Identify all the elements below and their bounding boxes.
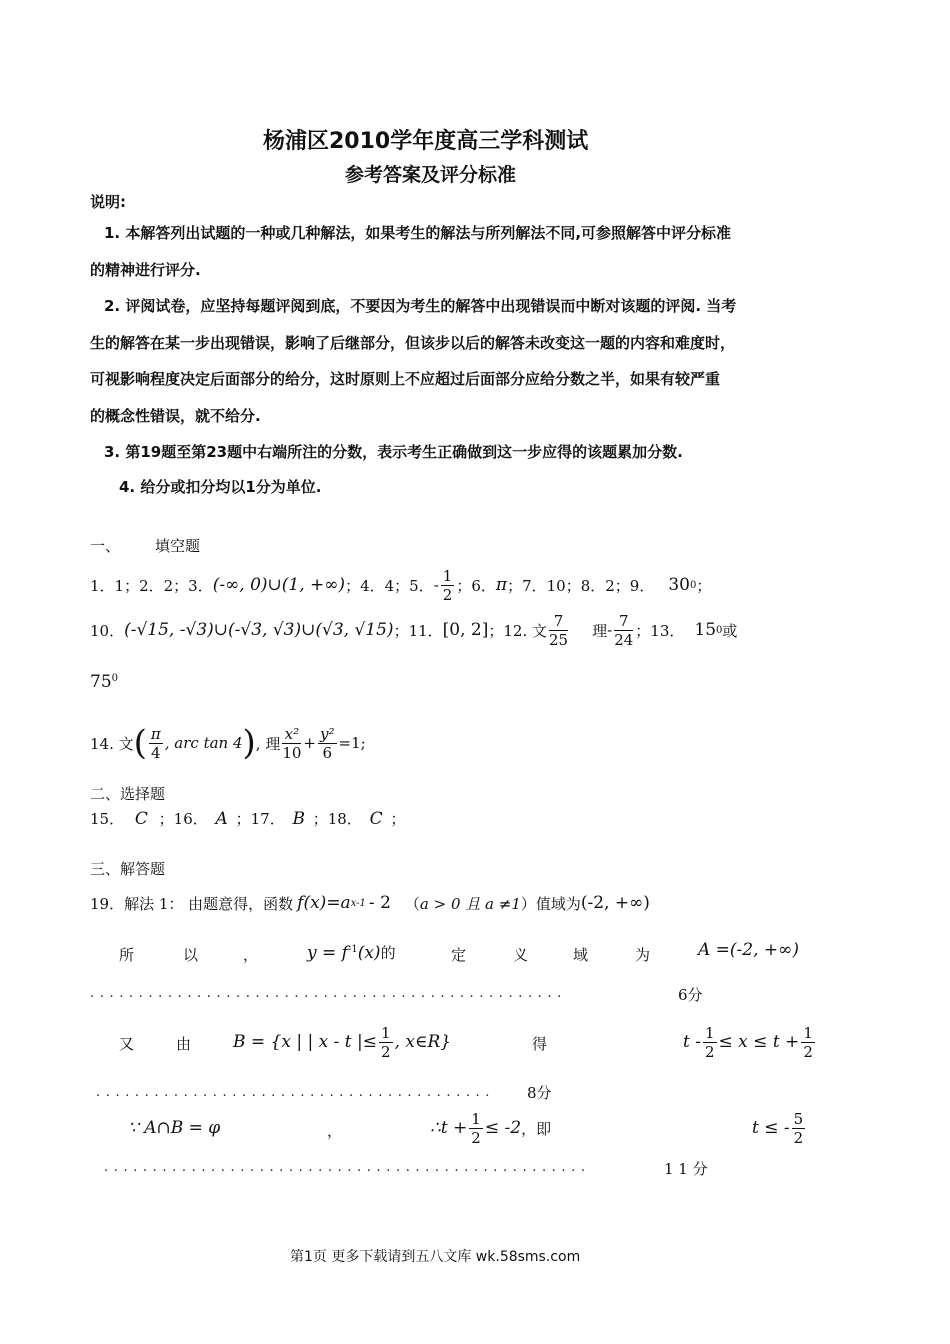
answer-12-li-sign: - (607, 621, 613, 639)
answer-14-y-denominator: 6 (322, 743, 333, 762)
sol19-domain-A: A =(-2, +∞) (698, 940, 799, 960)
sol19-de: 的 (380, 944, 396, 962)
section-3-title: 三、解答题 (90, 860, 166, 878)
sol19-dots-1: ................................................. (90, 986, 567, 1001)
sol19-score-8: 8分 (527, 1084, 552, 1102)
document-title: 杨浦区2010学年度高三学科测试 (263, 129, 589, 154)
answers-1-3-text: 1．1；2．2；3． (90, 576, 213, 595)
sol19-result (752, 1104, 807, 1152)
sol19-word-suo: 所 (119, 946, 135, 964)
answer-9-degree: 0 (689, 579, 697, 591)
sol19-set-B-half-den: 2 (380, 1042, 391, 1061)
sol19-open: （ (404, 894, 420, 913)
notes-heading: 说明: (90, 193, 126, 211)
answer-13-degree: 0 (716, 624, 723, 636)
answer-14-x-fraction (282, 725, 301, 762)
sol19-ding: 定 (451, 946, 467, 964)
sol19-t-half-1-num: 1 (704, 1023, 715, 1042)
sol19-t-mid: ≤ x ≤ t + (718, 1032, 800, 1052)
sol19-inverse-x: (x) (357, 943, 381, 963)
sol19-set-B-half-num: 1 (380, 1023, 391, 1042)
answer-12-li-denominator: 24 (614, 630, 634, 649)
answer-5-numerator: 1 (442, 566, 453, 585)
answer-3-interval: (-∞, 0)∪(1, +∞) (212, 575, 346, 595)
sol19-yi2: 义 (513, 946, 529, 964)
sol19-inverse (307, 942, 396, 963)
answer-14-open-paren: ( (133, 723, 147, 763)
section-2-title: 二、选择题 (90, 785, 166, 803)
answer-13-value: 15 (694, 620, 717, 640)
answer-14-label: 14. 文 (90, 734, 134, 753)
sol19-set-B-end: , x∈R} (394, 1032, 452, 1052)
sol19-result-t: t ≤ - (752, 1118, 790, 1138)
sol19-t-half-1-den: 2 (704, 1042, 715, 1061)
answer-5-sign: - (433, 576, 439, 594)
answer-14-arctan: , arc tan 4 (164, 734, 243, 752)
answer-13-alt-degree: 0 (111, 673, 119, 684)
note-1-line-1: 1. 本解答列出试题的一种或几种解法，如果考生的解法与所列解法不同,可参照解答中评分标准 (104, 224, 732, 242)
answer-14-four: 4 (151, 743, 161, 762)
sol19-minus-two: - 2 (368, 893, 391, 913)
sol19-result-den: 2 (793, 1128, 804, 1147)
sol19-therefore-le: ≤ -2 (484, 1118, 522, 1138)
choice-end: ； (390, 810, 406, 828)
answer-5-denominator: 2 (442, 585, 453, 604)
page-footer: 第1页 更多下载请到五八文库 wk.58sms.com (290, 1249, 581, 1265)
choice-answers (90, 808, 405, 829)
fill-answer-14 (90, 718, 366, 768)
answer-9-value: 30 (668, 575, 690, 595)
answer-11-label: ；11． (393, 621, 443, 640)
sol19-set-B (233, 1018, 451, 1066)
answer-12-wen-fraction (549, 612, 568, 649)
sol19-you: 又 (119, 1035, 135, 1053)
sol19-set-B-half (379, 1024, 393, 1061)
sol19-word-yi: 以 (183, 946, 199, 964)
answer-12-li-label: 理 (592, 621, 608, 640)
sol19-ji: ，即 (521, 1119, 552, 1138)
note-2-line-1: 2. 评阅试卷，应坚持每题评阅到底，不要因为考生的解答中出现错误而中断对该题的评阅. 当考 (104, 297, 737, 315)
note-4: 4. 给分或扣分均以1分为单位. (119, 478, 322, 496)
note-2-line-3: 可视影响程度决定后面部分的给分，这时原则上不应超过后面部分应给分数之半，如果有较严重 (90, 370, 721, 388)
solution-19-line-1 (90, 890, 650, 916)
sol19-range: (-2, +∞) (580, 893, 650, 913)
sol19-set-B-start: B = {x | | x - t |≤ (233, 1032, 377, 1052)
answer-14-close-paren: ) (242, 723, 256, 763)
answer-4-text: ；4．4；5． (345, 576, 434, 595)
sol19-therefore-half-num: 1 (471, 1109, 481, 1128)
answer-12-li-numerator: 7 (614, 612, 633, 631)
answer-13-alt-value: 75 (90, 672, 112, 692)
answer-14-li-label: , 理 (255, 734, 281, 753)
section-1-number: 一、 (90, 537, 121, 555)
sol19-inverse-exp: -1 (347, 944, 358, 955)
sol19-function: f(x)=a (297, 893, 351, 913)
sol19-therefore (430, 1104, 551, 1152)
sol19-wei: 为 (635, 946, 651, 964)
document-subtitle: 参考答案及评分标准 (345, 164, 517, 186)
answer-5-fraction (441, 567, 455, 604)
sol19-comma-2: ， (327, 1122, 343, 1140)
answer-6-value: π (495, 575, 508, 595)
choice-17-label: ；17． (235, 810, 285, 828)
sol19-t-half-2-den: 2 (803, 1042, 813, 1061)
sol19-result-frac (792, 1110, 806, 1147)
answer-9-end: ； (696, 576, 712, 595)
note-3: 3. 第19题至第23题中右端所注的分数，表示考生正确做到这一步应得的该题累加分数. (104, 443, 683, 461)
answer-11-value: [0, 2] (442, 620, 489, 640)
sol19-because: ∵ A∩B = φ (128, 1118, 221, 1138)
sol19-intro: 19．解法 1： 由题意得，函数 (90, 894, 294, 913)
sol19-dots-3: .................................................. (104, 1160, 591, 1175)
answer-14-pi-fraction (149, 725, 163, 762)
answer-13-label: ；13． (635, 621, 685, 640)
choice-16-label: ；16． (158, 810, 208, 828)
answer-14-y-fraction (318, 725, 337, 762)
sol19-t-minus: t - (683, 1032, 701, 1052)
choice-17-answer: B (292, 809, 305, 829)
answer-14-x-term: x² (282, 725, 301, 744)
sol19-dots-2: ......................................... (96, 1085, 496, 1100)
choice-18-answer: C (369, 809, 383, 829)
note-1-line-2: 的精神进行评分. (90, 261, 201, 279)
sol19-condition: a > 0 且 a ≠1 (419, 894, 521, 913)
answer-12-wen-numerator: 7 (549, 612, 568, 631)
answer-12-label: ；12. 文 (488, 621, 547, 640)
choice-16-answer: A (215, 809, 228, 829)
sol19-exponent: x-1 (350, 897, 366, 909)
answer-14-plus: + (303, 734, 316, 752)
sol19-therefore-half-den: 2 (471, 1128, 481, 1147)
answer-14-y-term: y² (320, 724, 335, 743)
answer-12-wen-denominator: 25 (549, 630, 569, 649)
answer-10-value: (-√15, -√3)∪(-√3, √3)∪(√3, √15) (124, 620, 394, 640)
answer-13-alt (90, 672, 118, 692)
sol19-score-6: 6分 (678, 986, 703, 1004)
answer-14-pi: π (150, 724, 161, 743)
choice-15-label: 15． (90, 810, 125, 828)
sol19-t-half-2-num: 1 (803, 1023, 813, 1042)
note-2-line-4: 的概念性错误，就不给分. (90, 407, 261, 425)
answer-13-or: 或 (722, 621, 738, 640)
sol19-result-num: 5 (793, 1109, 804, 1128)
sol19-interval-t (683, 1018, 817, 1066)
answer-10-label: 10． (90, 621, 125, 640)
fill-answers-line-2 (90, 606, 737, 654)
sol19-de2: 得 (532, 1035, 548, 1053)
fill-answers-line-1 (90, 562, 711, 608)
sol19-inverse-f: y = f (307, 943, 348, 963)
note-2-line-2: 生的解答在某一步出现错误，影响了后继部分，但该步以后的解答未改变这一题的内容和难度时， (90, 334, 736, 352)
answer-12-li-fraction (614, 612, 633, 649)
sol19-yu: 域 (573, 946, 589, 964)
answer-14-end: =1; (338, 734, 366, 752)
sol19-therefore-half (469, 1110, 483, 1147)
choice-15-answer: C (134, 809, 148, 829)
sol19-t-half-1 (703, 1024, 717, 1061)
choice-18-label: ；18． (312, 810, 362, 828)
sol19-you-by: 由 (176, 1035, 192, 1053)
answer-7-9-text: ；7．10；8．2；9． (507, 576, 655, 595)
section-1-title: 填空题 (155, 537, 201, 555)
sol19-range-label: ）值域为 (520, 894, 581, 913)
sol19-therefore-t: ∴t + (430, 1118, 468, 1138)
sol19-score-11: 1 1 分 (664, 1160, 708, 1178)
sol19-t-half-2 (801, 1024, 815, 1061)
sol19-comma: ， (243, 946, 259, 964)
answer-6-text: ；6． (456, 576, 496, 595)
answer-14-x-denominator: 10 (282, 743, 302, 762)
